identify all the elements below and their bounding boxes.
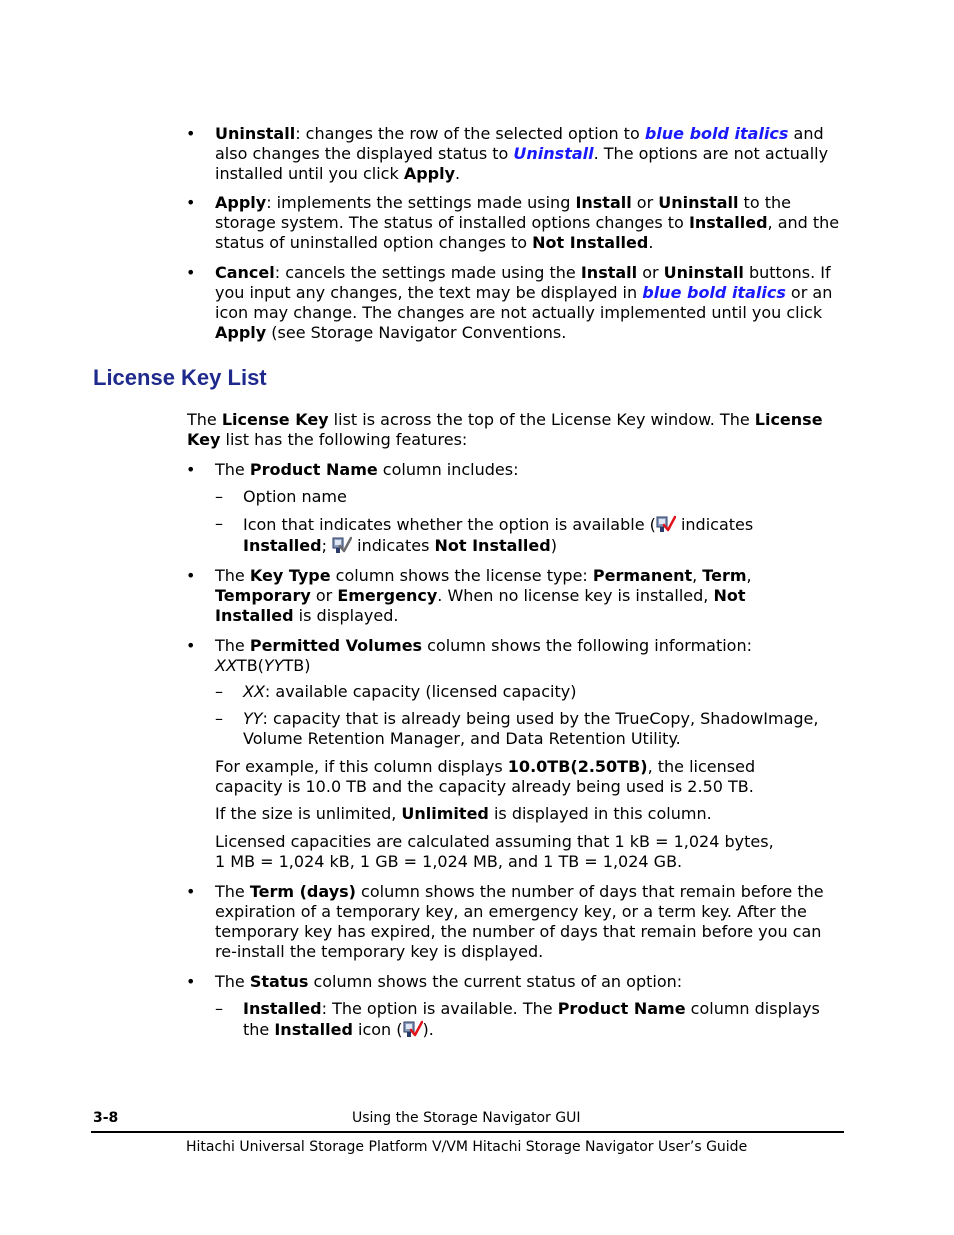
- bullet-key-type: The Key Type column shows the license type: Permanent, Term, Temporary or Emergency. When no license key is installed, Not Installed is displayed.: [215, 566, 752, 625]
- bullet-uninstall: Uninstall: changes the row of the selected option to blue bold italics and also changes the displayed status to Uninstall. The options are not actually installed until you click Apply.: [215, 124, 829, 183]
- dash-marker: –: [215, 999, 223, 1018]
- sub-option-name: Option name: [243, 487, 347, 506]
- bullet-marker: •: [186, 972, 196, 991]
- footer-guide-title: Hitachi Universal Storage Platform V/VM Hitachi Storage Navigator User’s Guide: [186, 1139, 748, 1155]
- bullet-product-name: The Product Name column includes:: [215, 460, 519, 479]
- unlimited-paragraph: If the size is unlimited, Unlimited is displayed in this column.: [215, 804, 712, 823]
- capacity-paragraph-line2: 1 MB = 1,024 kB, 1 GB = 1,024 MB, and 1 TB = 1,024 GB.: [215, 852, 683, 871]
- sub-availability-icon: Icon that indicates whether the option is available ( indicates Installed; indicates Not Installed): [243, 515, 754, 555]
- capacity-paragraph-line1: Licensed capacities are calculated assuming that 1 kB = 1,024 bytes,: [215, 832, 774, 851]
- bullet-term: The Term (days) column shows the number of days that remain before the expiration of a temporary key, an emergency key, or a term key. After the temporary key has expired, the number of days that remain before you can re-install the temporary key is displayed.: [215, 882, 824, 961]
- bullet-marker: •: [186, 636, 196, 655]
- sub-yy: YY: capacity that is already being used by the TrueCopy, ShadowImage, Volume Retention Manager, and Data Retention Utility.: [243, 709, 819, 748]
- bullet-marker: •: [186, 566, 196, 585]
- installed-icon: [403, 1019, 423, 1039]
- sub-installed: Installed: The option is available. The Product Name column displays the Installed icon ( ).: [243, 999, 820, 1039]
- bullet-apply: Apply: implements the settings made using Install or Uninstall to the storage system. The status of installed options changes to Installed, and the status of uninstalled option changes to Not Installed.: [215, 193, 840, 252]
- sub-xx: XX: available capacity (licensed capacity): [243, 682, 577, 701]
- bullet-status: The Status column shows the current status of an option:: [215, 972, 683, 991]
- footer-section-title: Using the Storage Navigator GUI: [352, 1110, 581, 1126]
- dash-marker: –: [215, 709, 223, 728]
- installed-icon: [656, 514, 676, 534]
- intro-paragraph: The License Key list is across the top of the License Key window. The License Key list has the following features:: [187, 410, 823, 449]
- bullet-cancel: Cancel: cancels the settings made using the Install or Uninstall buttons. If you input any changes, the text may be displayed in blue bold italics or an icon may change. The changes are not actually implemented until you click Apply (see Storage Navigator Conventions.: [215, 263, 833, 342]
- footer-divider: [91, 1131, 844, 1133]
- page-number: 3-8: [93, 1110, 119, 1126]
- bullet-marker: •: [186, 193, 196, 212]
- bullet-marker: •: [186, 460, 196, 479]
- bullet-permitted-volumes: The Permitted Volumes column shows the following information: XXTB(YYTB): [215, 636, 752, 675]
- dash-marker: –: [215, 514, 223, 533]
- bullet-marker: •: [186, 124, 196, 143]
- bullet-marker: •: [186, 882, 196, 901]
- dash-marker: –: [215, 487, 223, 506]
- section-heading: License Key List: [93, 365, 267, 390]
- bullet-marker: •: [186, 263, 196, 282]
- example-paragraph: For example, if this column displays 10.0TB(2.50TB), the licensed capacity is 10.0 TB and the capacity already being used is 2.50 TB.: [215, 757, 756, 796]
- dash-marker: –: [215, 682, 223, 701]
- not-installed-icon: [332, 535, 352, 555]
